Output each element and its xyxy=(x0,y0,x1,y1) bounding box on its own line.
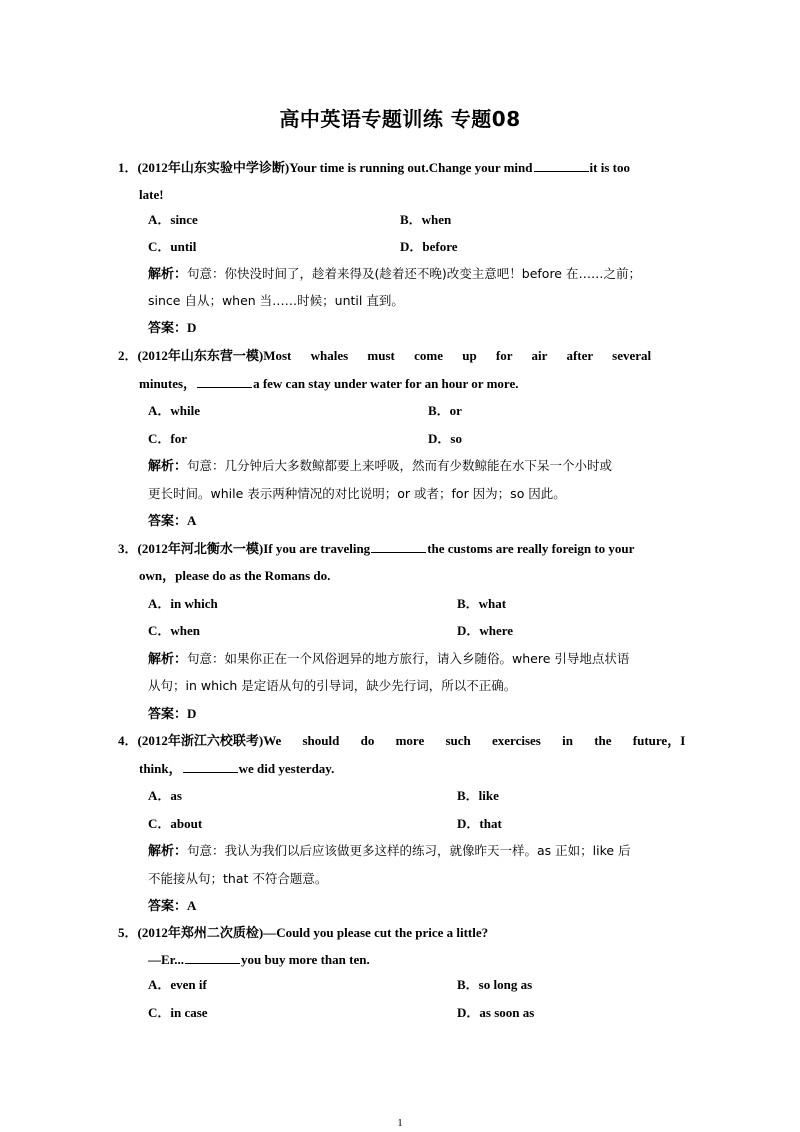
answer-blank xyxy=(183,761,238,773)
answer: 答案：A xyxy=(148,898,197,913)
option-a: A．as xyxy=(148,788,182,803)
option-a: A．while xyxy=(148,403,201,418)
question-5-line-2: —Er... you buy more than ten. xyxy=(148,952,370,967)
option-d: D．so xyxy=(428,431,462,446)
question-number: 1． xyxy=(118,160,138,175)
explanation-line-1: 解析：句意：几分钟后大多数鲸都要上来呼吸，然而有少数鲸能在水下呆一个小时或 xyxy=(148,458,613,473)
option-d: D．that xyxy=(457,816,502,831)
question-4-line-2: think， we did yesterday. xyxy=(139,761,335,776)
question-number: 3． xyxy=(118,541,138,556)
explanation-label: 解析： xyxy=(148,458,188,473)
answer: 答案：D xyxy=(148,706,197,721)
question-source: (2012年河北衡水一模) xyxy=(137,541,264,556)
question-5-line-1 xyxy=(118,925,488,941)
question-2-line-2: minutes， a few can stay under water for an hour or more. xyxy=(139,376,519,391)
answer-blank xyxy=(534,160,589,172)
question-number: 5． xyxy=(118,925,138,940)
explanation-line-1: 解析：句意：如果你正在一个风俗迥异的地方旅行，请入乡随俗。where 引导地点状语 xyxy=(148,651,630,666)
question-1-line-2: late! xyxy=(139,187,164,202)
explanation-line-2: 从句；in which 是定语从句的引导词，缺少先行词，所以不正确。 xyxy=(148,678,517,693)
option-a: A．even if xyxy=(148,977,207,992)
option-c: C．when xyxy=(148,623,201,638)
page-title: 高中英语专题训练 专题08 xyxy=(279,107,521,131)
question-source: (2012年山东实验中学诊断) xyxy=(137,160,290,175)
question-source: (2012年郑州二次质检) xyxy=(137,925,264,940)
option-d: D．before xyxy=(400,239,458,254)
option-a: A．in which xyxy=(148,596,218,611)
question-2-line-1 xyxy=(118,348,683,364)
question-4-line-1 xyxy=(118,733,685,749)
answer: 答案：D xyxy=(148,320,197,335)
option-d: D．as soon as xyxy=(457,1005,535,1020)
question-1-line-1 xyxy=(118,160,630,176)
question-source: (2012年浙江六校联考) xyxy=(137,733,264,748)
question-3-line-1 xyxy=(118,541,634,557)
explanation-label: 解析： xyxy=(148,266,188,281)
answer-blank xyxy=(371,541,426,553)
option-b: B．or xyxy=(428,403,462,418)
option-c: C．in case xyxy=(148,1005,208,1020)
question-3-line-2: own，please do as the Romans do. xyxy=(139,568,331,583)
option-a: A．since xyxy=(148,212,198,227)
explanation-line-1: 解析：句意：我认为我们以后应该做更多这样的练习，就像昨天一样。as 正如；like 后 xyxy=(148,843,631,858)
explanation-label: 解析： xyxy=(148,843,188,858)
question-source: (2012年山东东营一模) xyxy=(137,348,264,363)
option-b: B．when xyxy=(400,212,452,227)
option-c: C．for xyxy=(148,431,187,446)
option-b: B．what xyxy=(457,596,507,611)
explanation-line-1: 解析：句意：你快没时间了，趁着来得及(趁着还不晚)改变主意吧！before 在……之前； xyxy=(148,266,641,281)
explanation-line-2: 更长时间。while 表示两种情况的对比说明；or 或者；for 因为；so 因此。 xyxy=(148,486,566,501)
option-c: C．about xyxy=(148,816,203,831)
option-d: D．where xyxy=(457,623,514,638)
question-stem: it is too xyxy=(589,160,630,175)
option-b: B．like xyxy=(457,788,499,803)
question-stem: If you are traveling xyxy=(263,541,371,556)
page-number: 1 xyxy=(397,1117,403,1129)
option-c: C．until xyxy=(148,239,197,254)
option-b: B．so long as xyxy=(457,977,533,992)
explanation-line-2: 不能接从句；that 不符合题意。 xyxy=(148,871,328,886)
question-stem: We should do more such exercises in the future，I xyxy=(263,733,686,748)
explanation-line-2: since 自从；when 当……时候；until 直到。 xyxy=(148,293,404,308)
question-stem: the customs are really foreign to your xyxy=(427,541,635,556)
answer: 答案：A xyxy=(148,513,197,528)
question-number: 2． xyxy=(118,348,138,363)
question-number: 4． xyxy=(118,733,138,748)
answer-blank xyxy=(185,952,240,964)
question-stem: Your time is running out.Change your mind xyxy=(289,160,533,175)
question-stem: Most whales must come up for air after several xyxy=(263,348,652,363)
answer-blank xyxy=(197,376,252,388)
question-stem: —Could you please cut the price a little? xyxy=(263,925,489,940)
explanation-label: 解析： xyxy=(148,651,188,666)
